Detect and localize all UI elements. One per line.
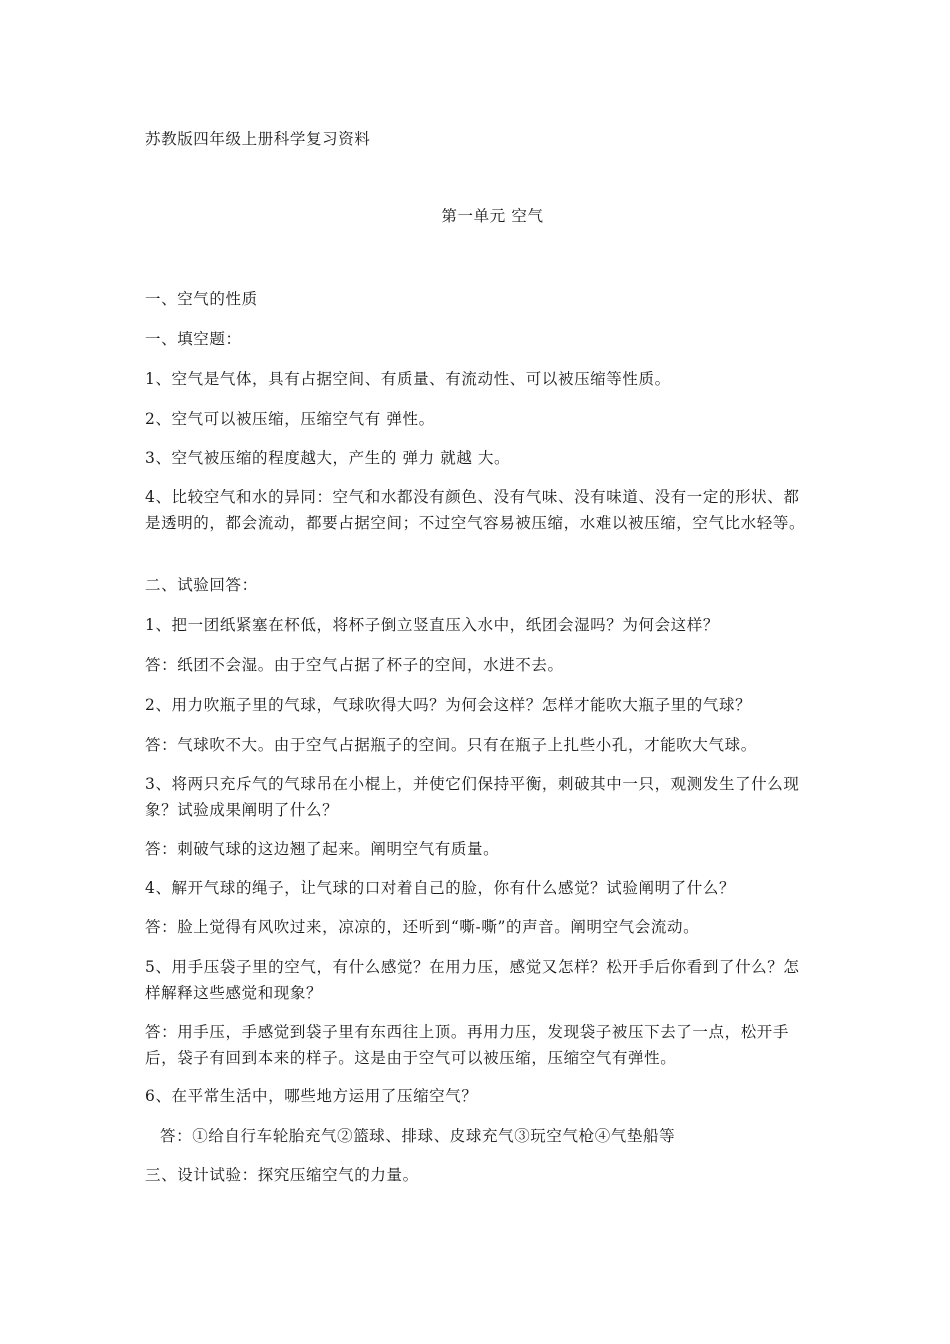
document-title: 苏教版四年级上册科学复习资料 [145,130,371,148]
answer-2: 答：气球吹不大。由于空气占据瓶子的空间。只有在瓶子上扎些小孔，才能吹大气球。 [145,736,757,754]
answer-3: 答：刺破气球的这边翘了起来。阐明空气有质量。 [145,840,500,858]
question-1: 1、把一团纸紧塞在杯低，将杯子倒立竖直压入水中，纸团会湿吗？为何会这样？ [145,616,719,634]
question-3: 3、将两只充斥气的气球吊在小棍上，并使它们保持平衡，刺破其中一只，观测发生了什么现象？试验成果阐明了什么？ [145,775,800,819]
question-4: 4、解开气球的绳子，让气球的口对着自己的脸，你有什么感觉？试验阐明了什么？ [145,879,736,897]
question-6: 6、在平常生活中，哪些地方运用了压缩空气？ [145,1087,478,1105]
unit-title: 第一单元 空气 [441,207,544,225]
answer-6: 答：①给自行车轮胎充气②篮球、排球、皮球充气③玩空气枪④气垫船等 [160,1127,676,1145]
design-heading: 三、设计试验：探究压缩空气的力量。 [145,1166,419,1184]
question-2: 2、用力吹瓶子里的气球，气球吹得大吗？为何会这样？怎样才能吹大瓶子里的气球？ [145,696,752,714]
fill-item-4: 4、比较空气和水的异同：空气和水都没有颜色、没有气味、没有味道、没有一定的形状、都是透明的，都会流动，都要占据空间；不过空气容易被压缩，水难以被压缩，空气比水轻等。 [145,488,806,532]
fill-blank-heading: 一、填空题： [145,330,242,348]
answer-4: 答：脸上觉得有风吹过来，凉凉的，还听到“嘶-嘶”的声音。阐明空气会流动。 [145,918,700,936]
fill-item-2: 2、空气可以被压缩，压缩空气有 弹性。 [145,410,435,428]
question-5: 5、用手压袋子里的空气，有什么感觉？在用力压，感觉又怎样？松开手后你看到了什么？怎样解释这些感觉和现象？ [145,958,800,1002]
section-heading: 一、空气的性质 [145,290,258,308]
fill-item-3: 3、空气被压缩的程度越大，产生的 弹力 就越 大。 [145,449,511,467]
fill-item-1: 1、空气是气体，具有占据空间、有质量、有流动性、可以被压缩等性质。 [145,370,671,388]
answer-1: 答：纸团不会湿。由于空气占据了杯子的空间，水进不去。 [145,656,564,674]
experiment-heading: 二、试验回答： [145,576,258,594]
answer-5: 答：用手压，手感觉到袋子里有东西往上顶。再用力压，发现袋子被压下去了一点，松开手后，袋子有回到本来的样子。这是由于空气可以被压缩，压缩空气有弹性。 [145,1023,790,1067]
